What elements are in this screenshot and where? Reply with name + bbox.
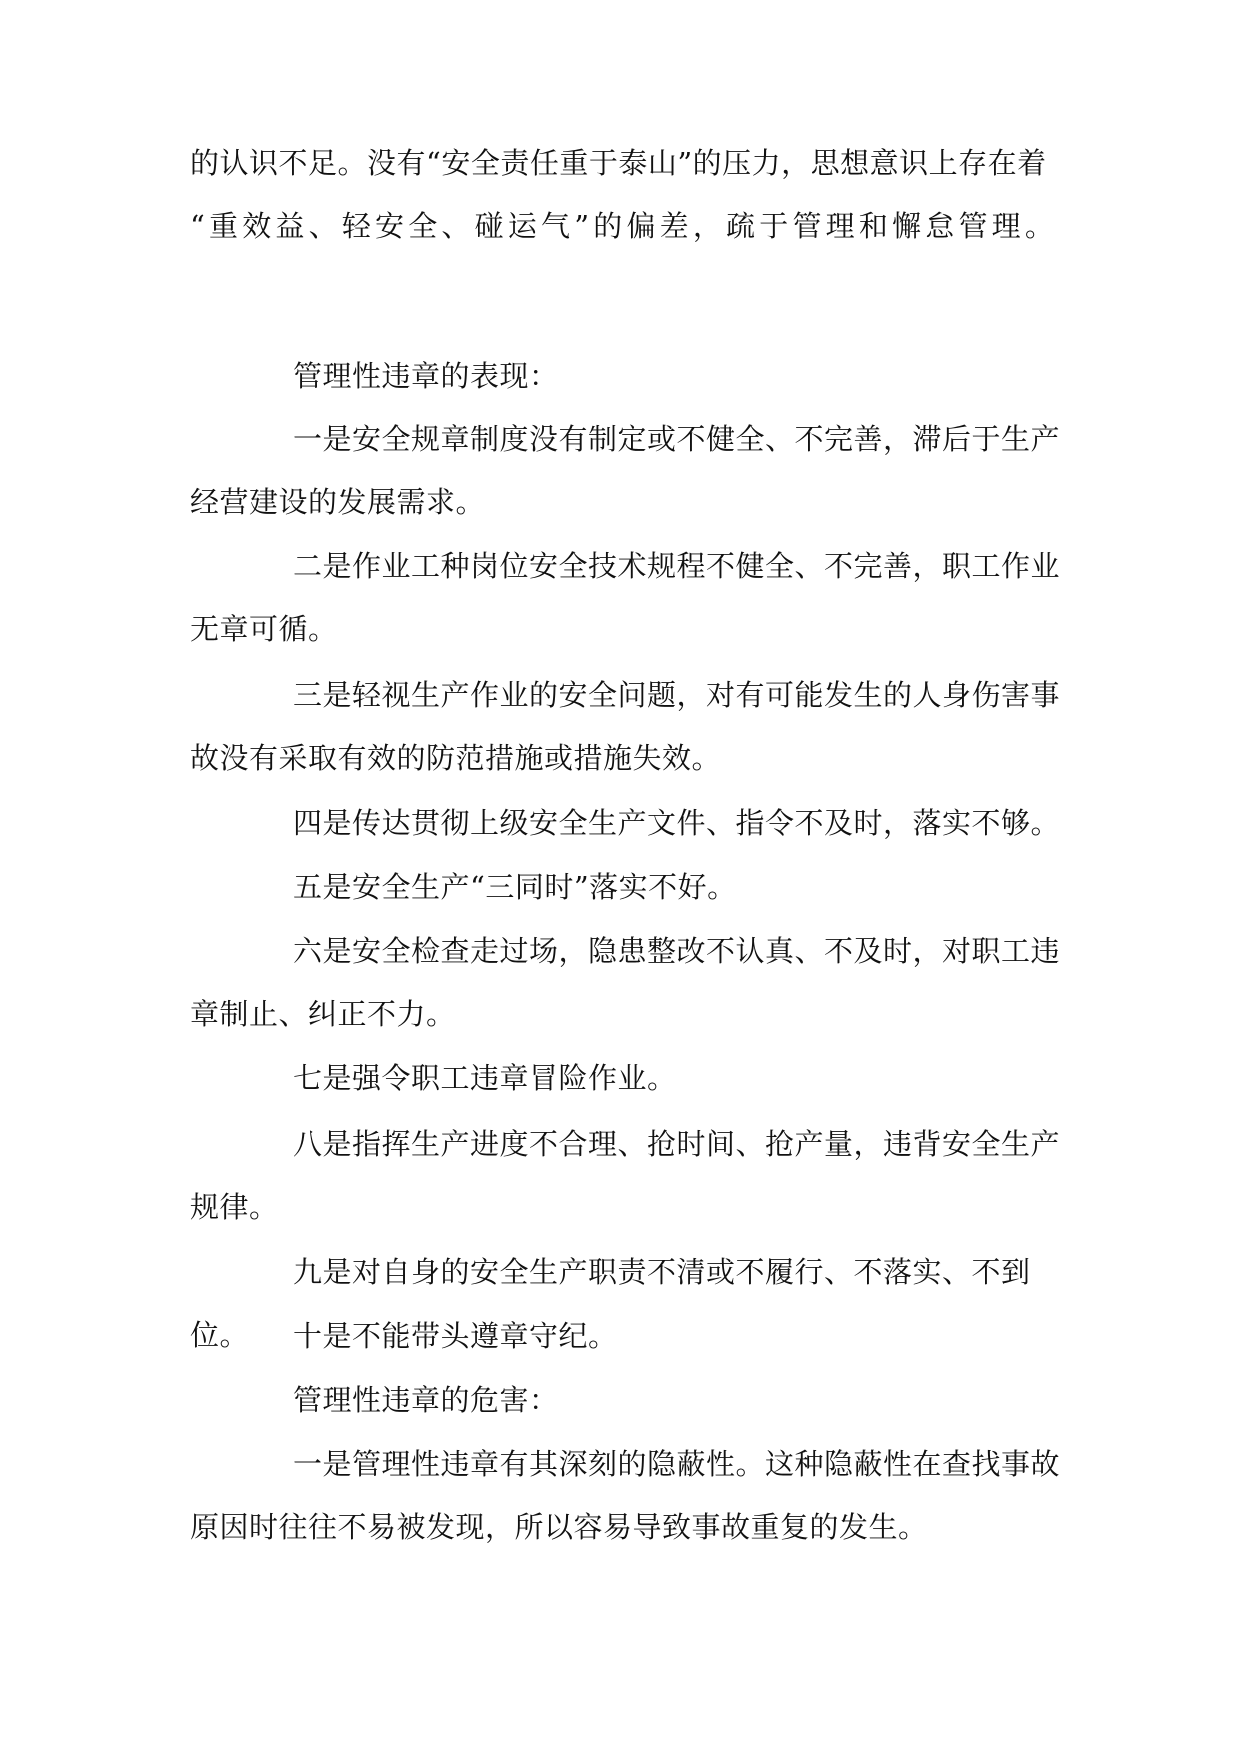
list-item: 十是不能带头遵章守纪。 (293, 1319, 618, 1353)
section-heading-hazards: 管理性违章的危害： (293, 1383, 559, 1417)
intro-line-1: 的认识不足。没有“安全责任重于泰山”的压力，思想意识上存在着 (190, 146, 1047, 180)
list-item: 五是安全生产“三同时”落实不好。 (293, 870, 737, 904)
intro-line-2: “重效益、轻安全、碰运气”的偏差，疏于管理和懈怠管理。 (190, 209, 1059, 243)
list-item: 三是轻视生产作业的安全问题，对有可能发生的人身伤害事故没有采取有效的防范措施或措施失效。 (190, 678, 1061, 775)
list-item: 六是安全检查走过场，隐患整改不认真、不及时，对职工违章制止、纠正不力。 (190, 934, 1061, 1031)
section-heading-manifestations: 管理性违章的表现： (293, 359, 559, 393)
list-item: 四是传达贯彻上级安全生产文件、指令不及时，落实不够。 (293, 806, 1061, 840)
list-item: 二是作业工种岗位安全技术规程不健全、不完善，职工作业无章可循。 (190, 549, 1061, 646)
list-item: 七是强令职工违章冒险作业。 (293, 1061, 677, 1095)
list-item: 八是指挥生产进度不合理、抢时间、抢产量，违背安全生产规律。 (190, 1127, 1061, 1224)
list-item: 一是管理性违章有其深刻的隐蔽性。这种隐蔽性在查找事故原因时往往不易被发现，所以容易导致事故重复的发生。 (190, 1447, 1061, 1544)
intro-paragraph (190, 132, 1070, 258)
list-item: 九是对自身的安全生产职责不清或不履行、不落实、不到位。 (190, 1255, 1031, 1352)
list-item: 一是安全规章制度没有制定或不健全、不完善，滞后于生产经营建设的发展需求。 (190, 422, 1061, 519)
